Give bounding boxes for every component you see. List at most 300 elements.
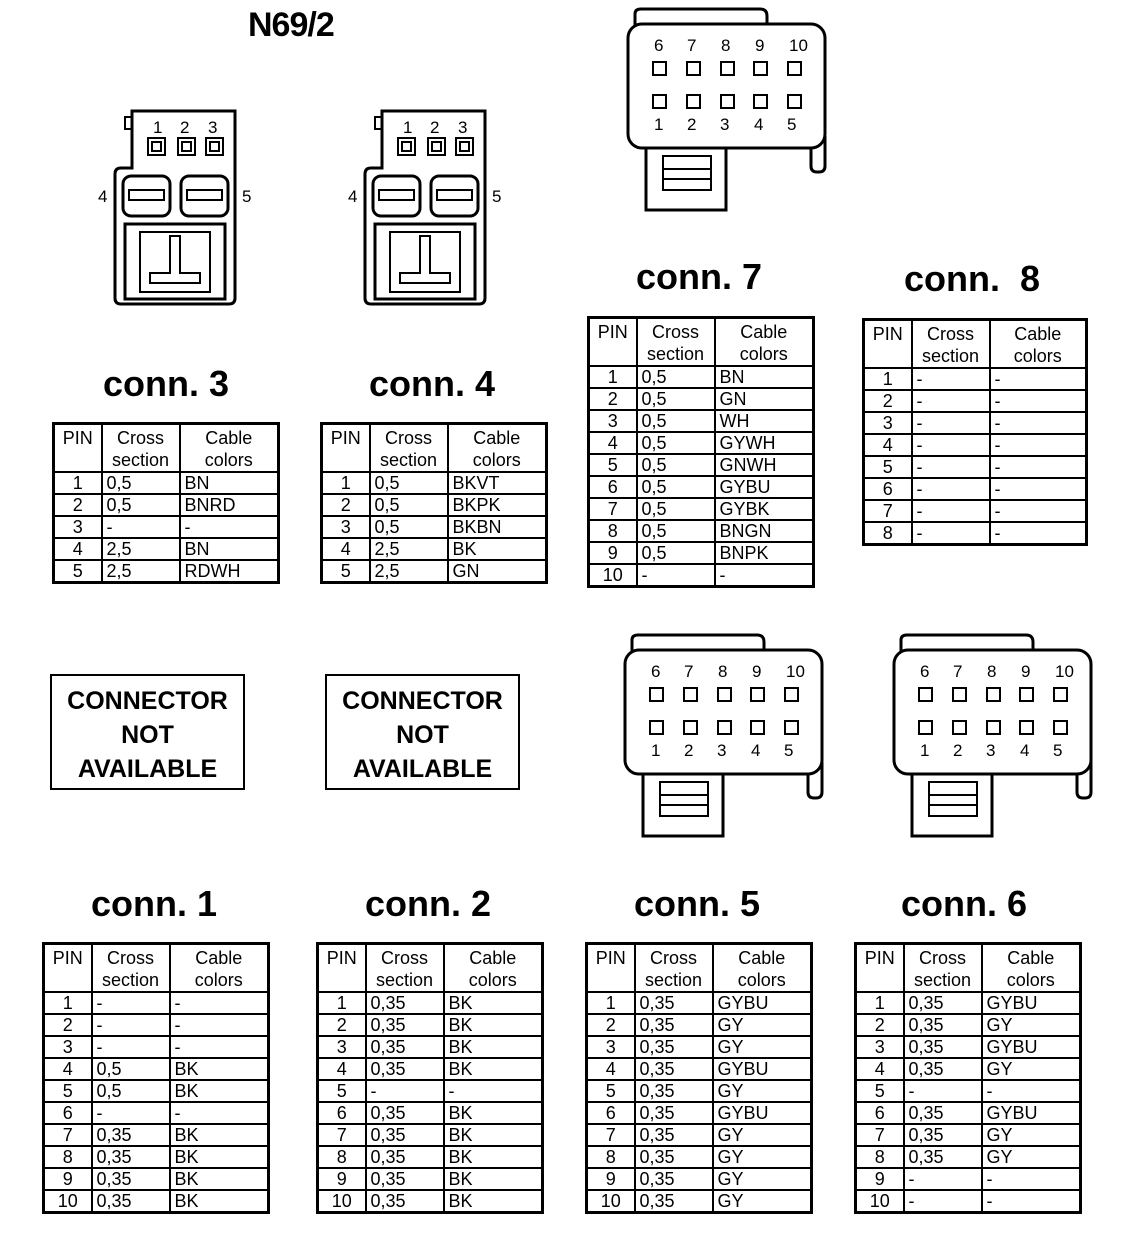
cable-color-cell: GN bbox=[715, 388, 814, 410]
table-row bbox=[318, 1014, 543, 1036]
cable-color-cell: - bbox=[990, 500, 1087, 522]
pin-label: 10 bbox=[1055, 662, 1074, 681]
pin-cell: 10 bbox=[589, 564, 637, 587]
table-row bbox=[44, 1058, 269, 1080]
col-cable-colors-header: Cable colors bbox=[180, 424, 279, 473]
table-row bbox=[54, 472, 279, 494]
table-row bbox=[856, 1058, 1081, 1080]
pin-label: 7 bbox=[684, 662, 694, 681]
pin-cell: 5 bbox=[864, 456, 912, 478]
col-pin-header: PIN bbox=[44, 944, 92, 993]
pin-cell: 9 bbox=[318, 1168, 366, 1190]
col-cable-colors-header: Cable colors bbox=[713, 944, 812, 993]
pin-label: 5 bbox=[787, 115, 797, 134]
pin-label: 4 bbox=[348, 187, 358, 206]
table-row bbox=[864, 412, 1087, 434]
pin-label: 4 bbox=[751, 741, 761, 760]
pin-label: 1 bbox=[651, 741, 661, 760]
table-row bbox=[318, 1080, 543, 1102]
cross-section-cell: 0,5 bbox=[637, 388, 715, 410]
pin-cell: 3 bbox=[589, 410, 637, 432]
cross-section-cell: 0,35 bbox=[635, 1124, 713, 1146]
pin-cell: 2 bbox=[587, 1014, 635, 1036]
pin-label: 5 bbox=[242, 187, 252, 206]
table-row bbox=[856, 1190, 1081, 1213]
pin-cell: 8 bbox=[589, 520, 637, 542]
cross-section-cell: 0,35 bbox=[366, 1036, 444, 1058]
connector-not-available-box bbox=[325, 674, 520, 790]
pin-label: 8 bbox=[987, 662, 997, 681]
cross-section-cell: 0,35 bbox=[366, 1014, 444, 1036]
cross-section-cell: 2,5 bbox=[102, 538, 180, 560]
cable-color-cell: GYBK bbox=[715, 498, 814, 520]
conn6-title: conn. 6 bbox=[900, 883, 1028, 924]
col-pin-header: PIN bbox=[864, 320, 912, 369]
cable-color-cell: - bbox=[444, 1080, 543, 1102]
cable-color-cell: BNPK bbox=[715, 542, 814, 564]
table-row bbox=[587, 1102, 812, 1124]
col-cross-section-header: Cross section bbox=[912, 320, 990, 369]
table-row bbox=[587, 1058, 812, 1080]
table-row bbox=[864, 522, 1087, 545]
na-line: AVAILABLE bbox=[352, 755, 493, 783]
cross-section-cell: 0,35 bbox=[904, 1146, 982, 1168]
cross-section-cell: 2,5 bbox=[370, 560, 448, 583]
pin-label: 2 bbox=[687, 115, 697, 134]
connector-5-drawing bbox=[612, 632, 832, 842]
cross-section-cell: 0,35 bbox=[366, 1146, 444, 1168]
cross-section-cell: - bbox=[912, 412, 990, 434]
cross-section-cell: 0,35 bbox=[904, 1014, 982, 1036]
table-row bbox=[589, 432, 814, 454]
pin-cell: 7 bbox=[864, 500, 912, 522]
table-row bbox=[587, 1168, 812, 1190]
pin-cell: 3 bbox=[318, 1036, 366, 1058]
pin-label: 1 bbox=[920, 741, 930, 760]
cross-section-cell: - bbox=[912, 368, 990, 390]
cable-color-cell: BKPK bbox=[448, 494, 547, 516]
cable-color-cell: GYBU bbox=[715, 476, 814, 498]
pin-cell: 1 bbox=[589, 366, 637, 388]
pin-cell: 9 bbox=[44, 1168, 92, 1190]
cross-section-cell: - bbox=[912, 456, 990, 478]
pin-label: 9 bbox=[755, 36, 765, 55]
conn8-table bbox=[862, 318, 1088, 546]
table-row bbox=[587, 992, 812, 1014]
col-cable-colors-header: Cable colors bbox=[715, 318, 814, 367]
pin-cell: 6 bbox=[856, 1102, 904, 1124]
conn3-table bbox=[52, 422, 280, 584]
table-row bbox=[318, 1124, 543, 1146]
table-row bbox=[864, 434, 1087, 456]
cable-color-cell: BN bbox=[180, 538, 279, 560]
cable-color-cell: - bbox=[990, 390, 1087, 412]
cable-color-cell: - bbox=[715, 564, 814, 587]
pin-cell: 1 bbox=[587, 992, 635, 1014]
conn2-table bbox=[316, 942, 544, 1214]
cross-section-cell: 0,5 bbox=[92, 1080, 170, 1102]
table-row bbox=[589, 564, 814, 587]
table-row bbox=[322, 516, 547, 538]
table-row bbox=[44, 992, 269, 1014]
cable-color-cell: BK bbox=[170, 1080, 269, 1102]
cable-color-cell: GYBU bbox=[713, 1058, 812, 1080]
cable-color-cell: - bbox=[990, 412, 1087, 434]
col-cross-section-header: Cross section bbox=[904, 944, 982, 993]
table-row bbox=[864, 500, 1087, 522]
pin-label: 1 bbox=[153, 118, 163, 137]
cable-color-cell: GY bbox=[713, 1014, 812, 1036]
cross-section-cell: 0,5 bbox=[637, 520, 715, 542]
cable-color-cell: - bbox=[170, 1102, 269, 1124]
pin-cell: 8 bbox=[856, 1146, 904, 1168]
table-row bbox=[856, 1124, 1081, 1146]
pin-cell: 2 bbox=[864, 390, 912, 412]
cable-color-cell: BK bbox=[444, 1124, 543, 1146]
table-row bbox=[587, 1124, 812, 1146]
cross-section-cell: 0,35 bbox=[635, 1168, 713, 1190]
pin-cell: 4 bbox=[856, 1058, 904, 1080]
cable-color-cell: GYBU bbox=[982, 1036, 1081, 1058]
cross-section-cell: 0,5 bbox=[637, 454, 715, 476]
table-row bbox=[587, 1036, 812, 1058]
cable-color-cell: GY bbox=[713, 1168, 812, 1190]
cable-color-cell: BKBN bbox=[448, 516, 547, 538]
pin-cell: 5 bbox=[322, 560, 370, 583]
cross-section-cell: 0,35 bbox=[635, 1058, 713, 1080]
pin-cell: 4 bbox=[864, 434, 912, 456]
pin-cell: 4 bbox=[318, 1058, 366, 1080]
pin-label: 3 bbox=[208, 118, 218, 137]
pin-label: 2 bbox=[430, 118, 440, 137]
col-pin-header: PIN bbox=[856, 944, 904, 993]
table-row bbox=[589, 410, 814, 432]
cable-color-cell: GN bbox=[448, 560, 547, 583]
cable-color-cell: - bbox=[990, 368, 1087, 390]
cable-color-cell: BN bbox=[180, 472, 279, 494]
pin-cell: 8 bbox=[318, 1146, 366, 1168]
connector-3-drawing bbox=[95, 108, 265, 313]
col-pin-header: PIN bbox=[589, 318, 637, 367]
table-row bbox=[856, 1146, 1081, 1168]
pin-label: 7 bbox=[953, 662, 963, 681]
cross-section-cell: 0,5 bbox=[637, 366, 715, 388]
cross-section-cell: - bbox=[92, 1036, 170, 1058]
conn1-table bbox=[42, 942, 270, 1214]
cross-section-cell: - bbox=[904, 1190, 982, 1213]
cross-section-cell: - bbox=[904, 1080, 982, 1102]
cross-section-cell: 0,5 bbox=[102, 494, 180, 516]
table-row bbox=[856, 1102, 1081, 1124]
pin-cell: 4 bbox=[587, 1058, 635, 1080]
page-title: N69/2 bbox=[248, 6, 334, 44]
pin-cell: 5 bbox=[856, 1080, 904, 1102]
pin-label: 6 bbox=[651, 662, 661, 681]
cable-color-cell: GY bbox=[713, 1080, 812, 1102]
cross-section-cell: 0,5 bbox=[637, 476, 715, 498]
conn6-table bbox=[854, 942, 1082, 1214]
pin-label: 2 bbox=[684, 741, 694, 760]
cable-color-cell: - bbox=[982, 1168, 1081, 1190]
pin-cell: 1 bbox=[322, 472, 370, 494]
cable-color-cell: - bbox=[170, 1014, 269, 1036]
cross-section-cell: 0,35 bbox=[904, 992, 982, 1014]
table-row bbox=[54, 538, 279, 560]
cross-section-cell: 0,35 bbox=[366, 1190, 444, 1213]
table-row bbox=[322, 538, 547, 560]
cross-section-cell: 0,5 bbox=[370, 472, 448, 494]
pin-cell: 3 bbox=[322, 516, 370, 538]
table-row bbox=[856, 1036, 1081, 1058]
cross-section-cell: 2,5 bbox=[370, 538, 448, 560]
cable-color-cell: BK bbox=[444, 1058, 543, 1080]
pin-label: 2 bbox=[953, 741, 963, 760]
cable-color-cell: GYBU bbox=[713, 992, 812, 1014]
cable-color-cell: BK bbox=[444, 992, 543, 1014]
col-cable-colors-header: Cable colors bbox=[170, 944, 269, 993]
conn1-title: conn. 1 bbox=[90, 883, 218, 924]
cable-color-cell: GY bbox=[982, 1014, 1081, 1036]
pin-cell: 3 bbox=[44, 1036, 92, 1058]
col-cable-colors-header: Cable colors bbox=[982, 944, 1081, 993]
cable-color-cell: GYBU bbox=[982, 1102, 1081, 1124]
table-row bbox=[318, 1168, 543, 1190]
pin-label: 3 bbox=[720, 115, 730, 134]
cross-section-cell: 0,35 bbox=[904, 1058, 982, 1080]
col-cable-colors-header: Cable colors bbox=[990, 320, 1087, 369]
table-row bbox=[856, 1080, 1081, 1102]
cable-color-cell: BNRD bbox=[180, 494, 279, 516]
pin-cell: 6 bbox=[44, 1102, 92, 1124]
pin-cell: 1 bbox=[864, 368, 912, 390]
pin-label: 5 bbox=[784, 741, 794, 760]
pin-cell: 8 bbox=[587, 1146, 635, 1168]
col-cross-section-header: Cross section bbox=[102, 424, 180, 473]
cross-section-cell: - bbox=[912, 478, 990, 500]
table-row bbox=[54, 516, 279, 538]
cross-section-cell: 0,35 bbox=[366, 1124, 444, 1146]
table-row bbox=[44, 1190, 269, 1213]
pin-cell: 4 bbox=[322, 538, 370, 560]
cable-color-cell: - bbox=[990, 478, 1087, 500]
pin-cell: 3 bbox=[864, 412, 912, 434]
table-row bbox=[864, 456, 1087, 478]
cross-section-cell: 0,35 bbox=[366, 992, 444, 1014]
cross-section-cell: - bbox=[637, 564, 715, 587]
pin-cell: 2 bbox=[54, 494, 102, 516]
cross-section-cell: - bbox=[912, 500, 990, 522]
cable-color-cell: GY bbox=[713, 1190, 812, 1213]
table-row bbox=[54, 494, 279, 516]
pin-label: 10 bbox=[786, 662, 805, 681]
pin-cell: 7 bbox=[44, 1124, 92, 1146]
cross-section-cell: - bbox=[912, 522, 990, 545]
cross-section-cell: 0,5 bbox=[637, 432, 715, 454]
pin-label: 8 bbox=[721, 36, 731, 55]
cross-section-cell: - bbox=[904, 1168, 982, 1190]
table-row bbox=[44, 1102, 269, 1124]
cross-section-cell: - bbox=[92, 1014, 170, 1036]
pin-cell: 1 bbox=[856, 992, 904, 1014]
pin-cell: 5 bbox=[318, 1080, 366, 1102]
conn2-title: conn. 2 bbox=[364, 883, 492, 924]
cable-color-cell: BK bbox=[170, 1190, 269, 1213]
pin-cell: 3 bbox=[587, 1036, 635, 1058]
table-row bbox=[318, 1146, 543, 1168]
table-row bbox=[44, 1124, 269, 1146]
cross-section-cell: - bbox=[102, 516, 180, 538]
cable-color-cell: GY bbox=[982, 1146, 1081, 1168]
cable-color-cell: BK bbox=[444, 1168, 543, 1190]
conn8-title: conn. 8 bbox=[903, 258, 1041, 299]
pin-cell: 2 bbox=[318, 1014, 366, 1036]
pin-cell: 7 bbox=[318, 1124, 366, 1146]
pin-cell: 8 bbox=[864, 522, 912, 545]
cable-color-cell: BKVT bbox=[448, 472, 547, 494]
table-row bbox=[589, 454, 814, 476]
cross-section-cell: 0,5 bbox=[102, 472, 180, 494]
connector-7-drawing bbox=[615, 6, 835, 216]
cross-section-cell: - bbox=[912, 434, 990, 456]
table-row bbox=[589, 498, 814, 520]
pin-label: 1 bbox=[403, 118, 413, 137]
pin-cell: 5 bbox=[44, 1080, 92, 1102]
col-cross-section-header: Cross section bbox=[92, 944, 170, 993]
table-row bbox=[856, 992, 1081, 1014]
table-row bbox=[589, 476, 814, 498]
pin-cell: 6 bbox=[587, 1102, 635, 1124]
conn5-table bbox=[585, 942, 813, 1214]
table-row bbox=[589, 542, 814, 564]
cable-color-cell: RDWH bbox=[180, 560, 279, 583]
cross-section-cell: 0,35 bbox=[635, 1080, 713, 1102]
pin-cell: 10 bbox=[44, 1190, 92, 1213]
pin-label: 6 bbox=[920, 662, 930, 681]
table-row bbox=[589, 388, 814, 410]
pin-cell: 4 bbox=[589, 432, 637, 454]
pin-label: 4 bbox=[1020, 741, 1030, 760]
cross-section-cell: 0,35 bbox=[92, 1146, 170, 1168]
pin-label: 4 bbox=[98, 187, 108, 206]
cross-section-cell: 0,35 bbox=[92, 1168, 170, 1190]
table-row bbox=[318, 1058, 543, 1080]
connector-6-drawing bbox=[881, 632, 1101, 842]
cross-section-cell: 0,35 bbox=[366, 1168, 444, 1190]
table-row bbox=[318, 1036, 543, 1058]
cable-color-cell: BK bbox=[170, 1124, 269, 1146]
pin-cell: 2 bbox=[322, 494, 370, 516]
pin-label: 7 bbox=[687, 36, 697, 55]
col-pin-header: PIN bbox=[318, 944, 366, 993]
cross-section-cell: - bbox=[92, 992, 170, 1014]
table-row bbox=[587, 1014, 812, 1036]
cross-section-cell: 0,35 bbox=[904, 1102, 982, 1124]
na-line: CONNECTOR bbox=[67, 687, 228, 715]
table-row bbox=[44, 1014, 269, 1036]
table-row bbox=[322, 560, 547, 583]
table-row bbox=[587, 1146, 812, 1168]
pin-label: 3 bbox=[458, 118, 468, 137]
cross-section-cell: 0,35 bbox=[92, 1190, 170, 1213]
connector-4-drawing bbox=[345, 108, 515, 313]
table-row bbox=[864, 478, 1087, 500]
cross-section-cell: 0,35 bbox=[635, 1036, 713, 1058]
table-row bbox=[864, 368, 1087, 390]
cable-color-cell: BK bbox=[170, 1168, 269, 1190]
cross-section-cell: 0,35 bbox=[635, 1146, 713, 1168]
conn5-title: conn. 5 bbox=[633, 883, 761, 924]
table-row bbox=[322, 472, 547, 494]
cross-section-cell: 0,35 bbox=[635, 1102, 713, 1124]
cross-section-cell: 2,5 bbox=[102, 560, 180, 583]
cross-section-cell: 0,35 bbox=[366, 1058, 444, 1080]
table-row bbox=[589, 520, 814, 542]
table-row bbox=[856, 1168, 1081, 1190]
cable-color-cell: BK bbox=[444, 1102, 543, 1124]
pin-cell: 6 bbox=[589, 476, 637, 498]
pin-cell: 9 bbox=[587, 1168, 635, 1190]
cross-section-cell: 0,35 bbox=[366, 1102, 444, 1124]
col-cross-section-header: Cross section bbox=[366, 944, 444, 993]
col-cable-colors-header: Cable colors bbox=[448, 424, 547, 473]
pin-label: 1 bbox=[654, 115, 664, 134]
cable-color-cell: - bbox=[170, 1036, 269, 1058]
pin-cell: 9 bbox=[856, 1168, 904, 1190]
table-row bbox=[587, 1080, 812, 1102]
col-cross-section-header: Cross section bbox=[370, 424, 448, 473]
cross-section-cell: - bbox=[366, 1080, 444, 1102]
cable-color-cell: BK bbox=[444, 1190, 543, 1213]
cable-color-cell: WH bbox=[715, 410, 814, 432]
cross-section-cell: 0,35 bbox=[92, 1124, 170, 1146]
cable-color-cell: - bbox=[990, 456, 1087, 478]
pin-cell: 4 bbox=[44, 1058, 92, 1080]
cable-color-cell: - bbox=[982, 1080, 1081, 1102]
cross-section-cell: 0,5 bbox=[370, 494, 448, 516]
pin-cell: 5 bbox=[54, 560, 102, 583]
cable-color-cell: - bbox=[990, 522, 1087, 545]
col-pin-header: PIN bbox=[54, 424, 102, 473]
cable-color-cell: BK bbox=[444, 1014, 543, 1036]
col-cross-section-header: Cross section bbox=[637, 318, 715, 367]
pin-label: 3 bbox=[986, 741, 996, 760]
table-row bbox=[318, 992, 543, 1014]
conn7-title: conn. 7 bbox=[635, 256, 763, 297]
cable-color-cell: BNGN bbox=[715, 520, 814, 542]
cross-section-cell: 0,35 bbox=[904, 1124, 982, 1146]
cable-color-cell: BN bbox=[715, 366, 814, 388]
table-row bbox=[587, 1190, 812, 1213]
cable-color-cell: GY bbox=[713, 1036, 812, 1058]
col-cable-colors-header: Cable colors bbox=[444, 944, 543, 993]
cable-color-cell: BK bbox=[444, 1036, 543, 1058]
cross-section-cell: - bbox=[92, 1102, 170, 1124]
pin-label: 8 bbox=[718, 662, 728, 681]
table-row bbox=[44, 1080, 269, 1102]
pin-label: 2 bbox=[180, 118, 190, 137]
pin-label: 9 bbox=[1021, 662, 1031, 681]
cable-color-cell: - bbox=[990, 434, 1087, 456]
pin-cell: 10 bbox=[856, 1190, 904, 1213]
pin-label: 10 bbox=[789, 36, 808, 55]
cable-color-cell: BK bbox=[170, 1146, 269, 1168]
cross-section-cell: 0,5 bbox=[637, 542, 715, 564]
cross-section-cell: 0,5 bbox=[370, 516, 448, 538]
cable-color-cell: - bbox=[982, 1190, 1081, 1213]
pin-cell: 9 bbox=[589, 542, 637, 564]
cable-color-cell: GYBU bbox=[982, 992, 1081, 1014]
pin-cell: 7 bbox=[856, 1124, 904, 1146]
